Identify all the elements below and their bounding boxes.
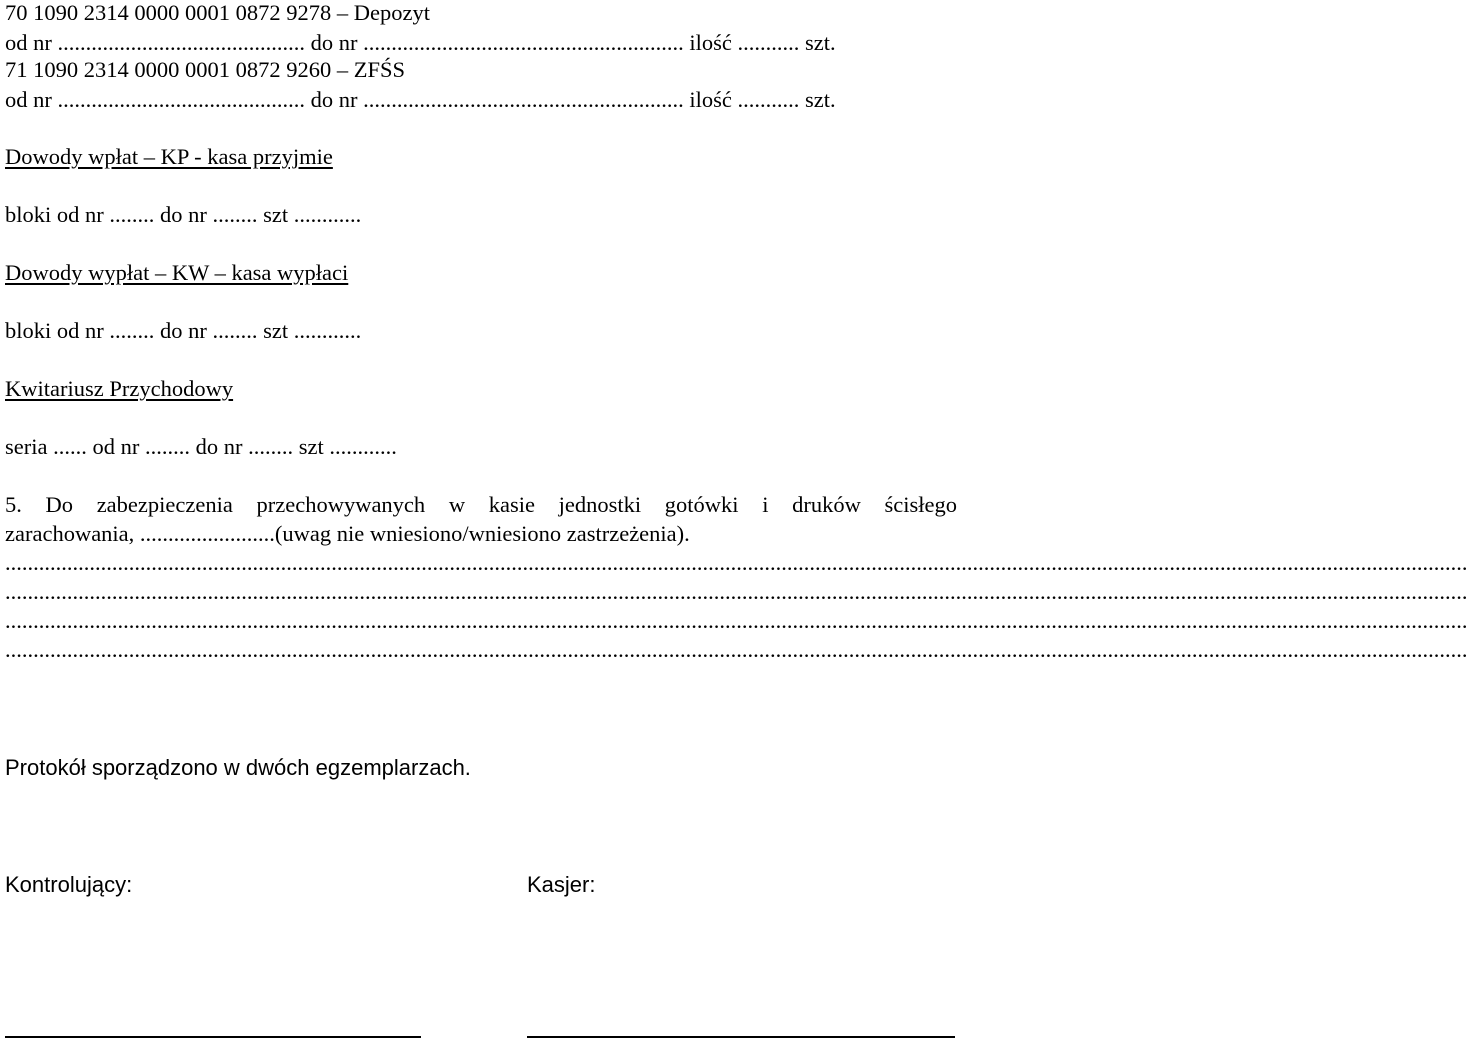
account-depozyt-number: 70 1090 2314 0000 0001 0872 9278 – Depozyt [5, 0, 430, 25]
account-zfss-number: 71 1090 2314 0000 0001 0872 9260 – ZFŚS [5, 57, 406, 82]
section-detail-kp: bloki od nr ........ do nr ........ szt ............ [5, 202, 362, 227]
section-heading-kp: Dowody wpłat – KP - kasa przyjmie [5, 144, 333, 169]
account-zfss-range: od nr ............................................ do nr ......................................................... ilość ........... szt. [5, 87, 836, 112]
point5-line2: zarachowania, ........................(uwag nie wniesiono/wniesiono zastrzeżenia). [5, 521, 690, 546]
point5-line1: 5. Do zabezpieczenia przechowywanych w kasie jednostki gotówki i druków ścisłego [5, 492, 957, 517]
section-detail-kw: bloki od nr ........ do nr ........ szt ............ [5, 318, 362, 343]
controller-signature-line [5, 1036, 421, 1038]
cashier-signature-line [527, 1036, 955, 1038]
cashier-label: Kasjer: [527, 872, 596, 897]
controller-label: Kontrolujący: [5, 872, 133, 897]
section-heading-kwitariusz: Kwitariusz Przychodowy [5, 376, 234, 401]
dotted-line-1: .................................................................................................................................................................................................................................................................... [5, 550, 1468, 575]
protocol-note: Protokół sporządzono w dwóch egzemplarzach. [5, 755, 471, 780]
dotted-line-4: .................................................................................................................................................................................................................................................................... [5, 637, 1468, 662]
section-detail-kwitariusz: seria ...... od nr ........ do nr ........ szt ............ [5, 434, 397, 459]
account-depozyt-range: od nr ............................................ do nr ......................................................... ilość ........... szt. [5, 30, 836, 55]
dotted-line-3: .................................................................................................................................................................................................................................................................... [5, 608, 1468, 633]
section-heading-kw: Dowody wypłat – KW – kasa wypłaci [5, 260, 349, 285]
dotted-line-2: .................................................................................................................................................................................................................................................................... [5, 579, 1468, 604]
